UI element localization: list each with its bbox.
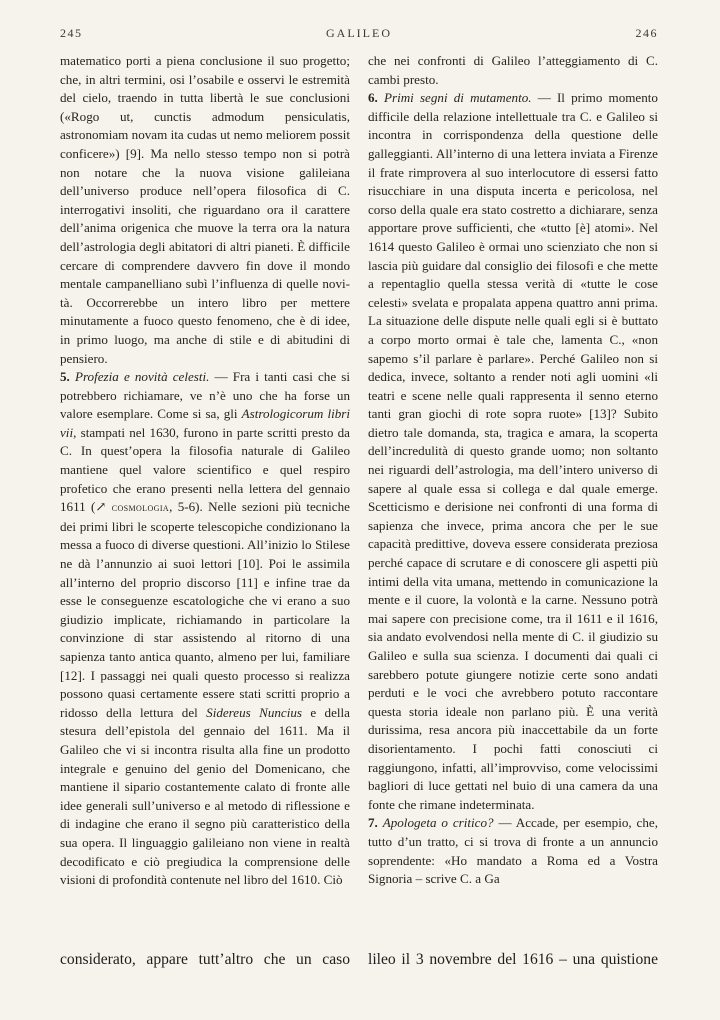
right-column [368, 52, 658, 889]
paragraph-continuation: matematico porti a piena conclusione il suo progetto; che, in altri termini, osi l’osabile e osservi le estremità del cielo, traendo in tutta libertà le sue conclusioni («Rogo ut, cunctis admodum pensiculatis, astronomiam novam ita cudas ut nemo meliorem possit conficere») [9]. Ma nello stesso tempo non si potrà non notare che la nuova visione galileiana dell’universo produce nell’opera filosofica di C. interrogativi insoliti, che riguardano ora il carattere dell’anima origenica che muove la terra ora la natura dell’astrologia degli abitatori di altri pianeti. È difficile cercare di comprendere davvero fin dove il mondo mentale campanelliano subì l’influenza di quelle novità. Occorrerebbe un intero libro per mettere minutamente a fuoco questo fenomeno, che è di idee, in primo luogo, ma anche di stile e di abitudini di pensiero. [60, 53, 350, 366]
section-text: — Il primo momento difficile della relazione intellettuale tra C. e Galileo si incontra in corrispondenza della questione delle galleggianti. All’interno di una lettera inviata a Firenze il frate rimprovera al suo interlocutore di essersi fatto risucchiare in una disputa incerta e pericolosa, nel corso della quale era stato costretto a dichiarare, senza apportare prove sufficienti, che «tutto [è] atomi». Nel 1614 questo Galileo è ormai uno scienziato che non si lascia più guidare dal consiglio dei filosofi e che mette a repentaglio quella stessa verità di «tutte le cose celesti» svelata e propalata appena quattro anni prima. La situazione delle dispute nelle quali egli si è buttato a corpo morto ormai è tale che, lamenta C., «non sapemo s’il parlare è parlare». Perché Galileo non si dedica, invece, soltanto a render noti agli uomini «li teatri e scene nelle quali rappresenta il senno eterno tanti gran giochi di rote sopra ruote» [13]? Subito dietro tale domanda, sta, tragica e amara, la scoperta dell’incredulità di questo grande uomo; non soltanto nei riguardi dell’astrologia, ma dell’intero universo di sapere al quale essa si collega e dal quale emerge. Scetticismo e derisione nei confronti di una forma di sapienza che invece, prima ancora che per le sue capacità predittive, doveva essere considerata preziosa perché capace di scrutare e di conoscere gli aspetti più intimi della vita umana, mettendo in comunicazione la mente e il cuore, la volontà e la carne. Nessuno potrà mai sapere con precisione come, tra il 1611 e il 1616, sia andato evolvendosi nella mente di C. il giudizio su Galileo e sulla sua scienza. I documenti dai quali ci sarebbero potute giungere notizie certe sono andati perduti e le voci che avrebbero potuto raccontare questa storia ideale non parlano più. È una verità durissima, resa ancora più inaccettabile da un forte disorientamento. I pochi fatti conosciuti ci raggiungono, infatti, all’improvviso, come velocissimi bagliori di luce gettati nel buio di una camera da una fonte che rimane indeterminata. [368, 90, 658, 812]
right-column-last-line: lileo il 3 novembre del 1616 – una quistione [368, 951, 658, 968]
section-7 [368, 814, 658, 888]
section-title: Profezia e novità celesti. [74, 369, 210, 385]
page-number-right: 246 [635, 26, 658, 40]
left-column-last-line: considerato, appare tutt’altro che un caso [60, 951, 350, 968]
section-number: 5. [60, 369, 70, 385]
page-number-left: 245 [60, 26, 83, 40]
section-title: Apologeta o critico? [382, 815, 494, 831]
book-title: Sidereus Nuncius [206, 704, 303, 720]
running-header [60, 26, 658, 46]
section-5 [60, 368, 350, 890]
section-text: — Accade, per esempio, che, tutto d’un tratto, ci si trova di fronte a un annuncio soprendente: «Ho mandato a Roma ed a Vostra Signoria – scrive C. a Ga [368, 815, 658, 887]
section-text: , stampati nel 1630, furono in parte scritti presto da C. In quest’opera la filosofia naturale di Galileo mantiene quel valore scientifico e quel respiro profetico che erano presenti nella lettera del gennaio 1611 (↗ [60, 424, 350, 515]
section-title: Primi segni di mutamento. [383, 90, 532, 106]
section-number: 6. [368, 90, 378, 106]
left-column [60, 52, 350, 890]
section-6 [368, 89, 658, 814]
section-number: 7. [368, 815, 378, 831]
section-text: — Fra i tanti casi che si potrebbero richiamare, ve n’è uno che ha forse un valore esemplare. Come si sa, gli [60, 369, 350, 422]
cross-reference: cosmologia [111, 502, 170, 515]
paragraph-continuation: che nei confronti di Galileo l’atteggiamento di C. cambi presto. [368, 53, 658, 87]
running-title: GALILEO [326, 26, 392, 40]
section-text: , 5-6). Nelle sezioni più tecniche dei primi libri le scoperte telescopiche condizionano la messa a fuoco di diverse questioni. All’inizio lo Stilese ne dà l’annunzio ai suoi lettori [10]. Poi le assimila all’interno del proprio discorso [11] e infine trae da esse le conseguenze escatologiche che vi erano a suo giudizio implicate, richiamando in particolare la convinzione di star assistendo al ritorno di una sapienza tanto antica quanto, almeno per lui, familiare [12]. I passaggi nei quali questo processo si realizza possono quasi certamente essere stati scritti proprio a ridosso della lettura del [60, 499, 350, 720]
section-text: e della stesura dell’epistola del gennaio del 1611. Ma il Galileo che vi si incontra risulta alla fine un prodotto integrale e genuino del genio del Domenicano, che mantiene il sipario costantemente calato di fronte alle idee generali sull’universo e al metodo di riflessione e di indagine che erano il segno più caratteristico della sua opera. Il linguaggio galileiano non viene in realtà decodificato e ciò pregiudica la comprensione delle visioni di profondità contenute nel libro del 1610. Ciò [60, 704, 350, 888]
book-title: Astrologicorum libri vii [60, 406, 351, 440]
